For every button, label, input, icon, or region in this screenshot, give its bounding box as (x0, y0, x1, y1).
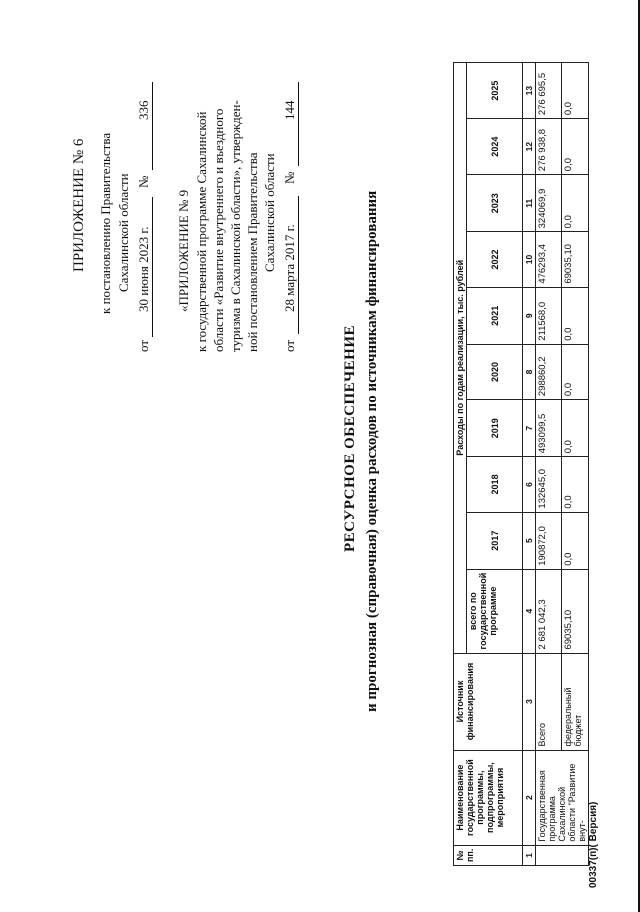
document-title: РЕСУРСНОЕ ОБЕСПЕЧЕНИЕ (342, 324, 358, 552)
header-num: № пп. (454, 845, 523, 865)
prior-line-6: Сахалинской области (262, 153, 277, 272)
value-cell: 276 695,5 (536, 63, 562, 119)
prior-number-sign: № (282, 171, 297, 184)
column-number: 10 (523, 232, 536, 287)
appendix-number-sign: № (136, 175, 151, 188)
value-cell: 2 681 042,3 (536, 569, 562, 653)
value-cell: 0,0 (561, 512, 588, 569)
source-cell: федеральный бюджет (561, 653, 588, 750)
column-number: 12 (523, 119, 536, 175)
prior-number-underline (298, 82, 299, 166)
table-header-row-1 (454, 63, 467, 866)
header-year: 2025 (467, 63, 523, 119)
value-cell: 69035,10 (561, 569, 588, 653)
prior-line-5: ной постановлением Правительства (245, 152, 260, 352)
appendix-number: 336 (136, 100, 151, 120)
prior-date: 28 марта 2017 г. (282, 224, 297, 312)
value-cell: 0,0 (561, 119, 588, 175)
table-row (536, 63, 562, 866)
header-year: 2021 (467, 287, 523, 344)
value-cell: 0,0 (561, 287, 588, 344)
source-cell: Всего (536, 653, 562, 750)
value-cell: 69035,10 (561, 232, 588, 287)
value-cell: 0,0 (561, 400, 588, 457)
column-number: 9 (523, 287, 536, 344)
column-number: 1 (523, 845, 536, 865)
value-cell: 276 938,8 (536, 119, 562, 175)
appendix-date-underline (152, 197, 153, 337)
value-cell: 0,0 (561, 457, 588, 512)
row-num-cell (536, 845, 589, 865)
footer-code: 00337(п)( Версия) (588, 801, 599, 888)
header-name: Наименование государственной программы, подпрограммы, мероприятия (454, 750, 523, 845)
header-year: 2020 (467, 344, 523, 399)
column-number-row (523, 63, 536, 866)
column-number: 5 (523, 512, 536, 569)
appendix-from: от (136, 339, 151, 352)
table-row (561, 63, 588, 866)
column-number: 6 (523, 457, 536, 512)
header-year: 2017 (467, 512, 523, 569)
appendix-number-underline (152, 82, 153, 170)
prior-number: 144 (282, 100, 297, 120)
value-cell: 476293,4 (536, 232, 562, 287)
header-year: 2019 (467, 400, 523, 457)
prior-date-underline (298, 196, 299, 334)
prior-line-1: «ПРИЛОЖЕНИЕ № 9 (176, 189, 191, 312)
document-subtitle: и прогнозная (справочная) оценка расходов по источникам финансирования (364, 190, 380, 712)
header-year: 2024 (467, 119, 523, 175)
appendix-date: 30 июня 2023 г. (136, 226, 151, 312)
column-number: 8 (523, 344, 536, 399)
header-year: 2023 (467, 175, 523, 232)
value-cell: 493099,5 (536, 400, 562, 457)
resource-table (453, 62, 589, 866)
prior-line-3: области «Развитие внутреннего и въездного (211, 108, 226, 352)
header-group: Расходы по годам реализации, тыс. рублей (454, 63, 467, 654)
column-number: 7 (523, 400, 536, 457)
value-cell: 0,0 (561, 63, 588, 119)
column-number: 11 (523, 175, 536, 232)
header-year: 2018 (467, 457, 523, 512)
value-cell: 324069,9 (536, 175, 562, 232)
prior-line-2: к государственной программе Сахалинской (194, 111, 209, 352)
value-cell: 211568,0 (536, 287, 562, 344)
column-number: 2 (523, 750, 536, 845)
value-cell: 0,0 (561, 344, 588, 399)
appendix-line-1: к постановлению Правительства (98, 132, 113, 314)
header-total: всего по государственной программе (467, 569, 523, 653)
prior-from: от (282, 339, 297, 352)
value-cell: 0,0 (561, 175, 588, 232)
value-cell: 190872,0 (536, 512, 562, 569)
header-source: Источник финансирования (454, 653, 523, 750)
prior-line-4: туризма в Сахалинской области», утвержден- (228, 100, 243, 352)
program-name-cell: Государственная программа Сахалинской области "Развитие внут- (536, 750, 589, 845)
value-cell: 298860,2 (536, 344, 562, 399)
appendix-line-2: Сахалинской области (116, 173, 131, 292)
value-cell: 132645,0 (536, 457, 562, 512)
column-number: 3 (523, 653, 536, 750)
header-year: 2022 (467, 232, 523, 287)
column-number: 4 (523, 569, 536, 653)
column-number: 13 (523, 63, 536, 119)
appendix-title: ПРИЛОЖЕНИЕ № 6 (71, 138, 87, 272)
